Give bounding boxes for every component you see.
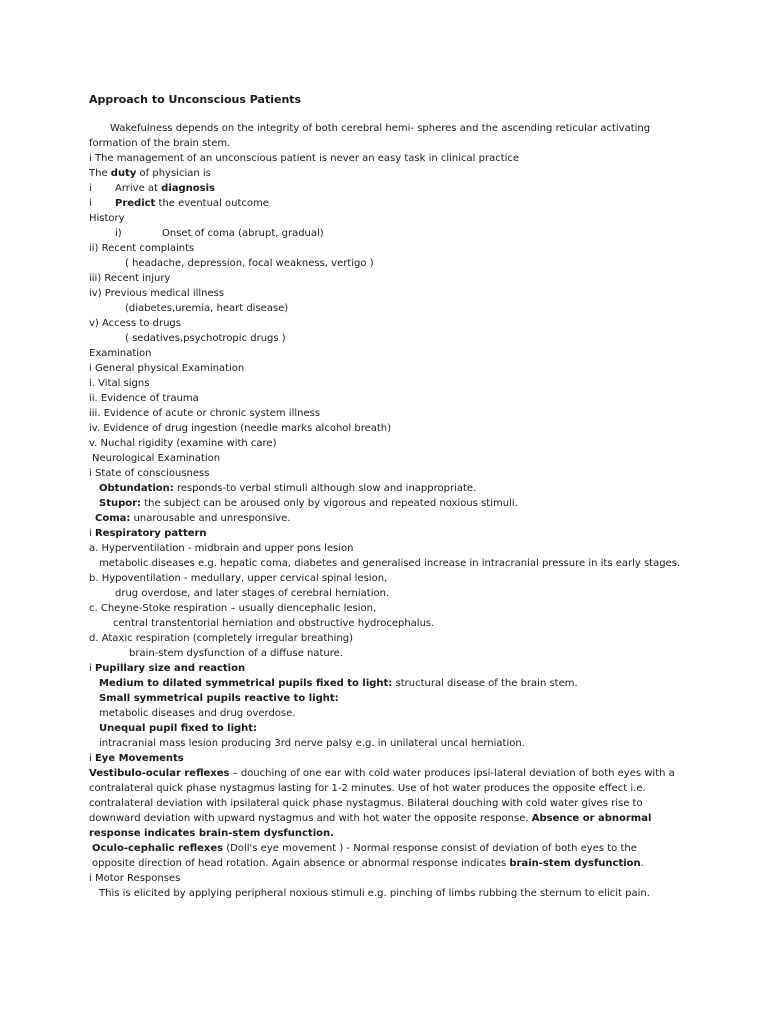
- exam-item: v. Nuchal rigidity (examine with care): [89, 438, 277, 449]
- ocr-conclusion: brain-stem dysfunction: [509, 858, 641, 869]
- duty-line: [89, 166, 683, 181]
- onset-line: [89, 226, 683, 241]
- onset-number: i): [115, 228, 122, 239]
- vestibulo-ocular-paragraph: [89, 766, 683, 841]
- ocr-end: .: [640, 858, 644, 869]
- motor-heading: Motor Responses: [94, 873, 181, 884]
- resp-detail-d: brain-stem dysfunction of a diffuse nature.: [129, 648, 343, 659]
- predict-line: [89, 196, 683, 211]
- illness-detail: (diabetes,uremia, heart disease): [125, 303, 289, 314]
- bullet-marker: i: [89, 528, 92, 539]
- neuro-exam-heading: Neurological Examination: [92, 453, 221, 464]
- management-text: The management of an unconscious patient is never an easy task in clinical practice: [94, 153, 520, 164]
- resp-detail-b: drug overdose, and later stages of cerebral herniation.: [115, 588, 390, 599]
- general-exam-text: General physical Examination: [94, 363, 245, 374]
- previous-illness: iv) Previous medical illness: [89, 288, 225, 299]
- drugs-detail: ( sedatives,psychotropic drugs ): [125, 333, 286, 344]
- intro-paragraph: Wakefulness depends on the integrity of both cerebral hemi- spheres and the ascending reticular activating formation of the brain stem.: [89, 123, 651, 149]
- obtundation-label: Obtundation:: [99, 483, 174, 494]
- unequal-pupil-text: intracranial mass lesion producing 3rd nerve palsy e.g. in unilateral uncal herniation.: [99, 738, 525, 749]
- vor-conclusion: Absence or abnormal response indicates brain-stem dysfunction.: [89, 813, 652, 839]
- complaints-detail: ( headache, depression, focal weakness, vertigo ): [125, 258, 374, 269]
- coma-text: unarousable and unresponsive.: [130, 513, 291, 524]
- ocr-text: (Doll's eye movement ) - Normal response consist of deviation of both eyes to the opposite direction of head rotation. Again absence or abnormal response indicates: [92, 843, 637, 869]
- duty-pre: The: [89, 168, 111, 179]
- oculo-cephalic-paragraph: [89, 841, 683, 871]
- vor-text: – douching of one ear with cold water produces ipsi-lateral deviation of both eyes with a contralateral quick phase nystagmus lasting for 1-2 minutes. Use of hot water produces the opposite effect i.e. contralateral deviation with ipsilateral quick phase nystagmus. Bilateral douching with cold water gives rise to downward deviation with upward nystagmus and with hot water the opposite response.: [89, 768, 675, 824]
- general-exam-line: [89, 361, 683, 376]
- stupor-line: [89, 496, 683, 511]
- unequal-pupil-label: Unequal pupil fixed to light:: [99, 723, 258, 734]
- stupor-label: Stupor:: [99, 498, 142, 509]
- bullet-marker: i: [89, 753, 92, 764]
- onset-text: Onset of coma (abrupt, gradual): [162, 228, 324, 239]
- recent-complaints: ii) Recent complaints: [89, 243, 195, 254]
- resp-detail-c: central transtentorial herniation and obstructive hydrocephalus.: [113, 618, 435, 629]
- recent-injury: iii) Recent injury: [89, 273, 171, 284]
- small-pupils-label-line: [89, 691, 683, 706]
- ocr-label: Oculo-cephalic reflexes: [92, 843, 224, 854]
- resp-item-d: d. Ataxic respiration (completely irregular breathing): [89, 633, 354, 644]
- management-line: [89, 151, 683, 166]
- resp-item-c: c. Cheyne-Stoke respiration – usually diencephalic lesion,: [89, 603, 377, 614]
- bullet-marker: i: [89, 468, 92, 479]
- bullet-marker: i: [89, 153, 92, 164]
- exam-item: iv. Evidence of drug ingestion (needle marks alcohol breath): [89, 423, 392, 434]
- vor-label: Vestibulo-ocular reflexes: [89, 768, 230, 779]
- medium-pupils-line: [89, 676, 683, 691]
- bullet-marker: i: [89, 183, 92, 194]
- motor-text: This is elicited by applying peripheral noxious stimuli e.g. pinching of limbs rubbing the sternum to elicit pain.: [99, 888, 650, 899]
- duty-bold: duty: [110, 168, 137, 179]
- arrive-bold: diagnosis: [161, 183, 215, 194]
- consciousness-text: State of consciousness: [94, 468, 210, 479]
- predict-post: the eventual outcome: [155, 198, 269, 209]
- access-to-drugs: v) Access to drugs: [89, 318, 181, 329]
- bullet-marker: i: [89, 663, 92, 674]
- document-body: [89, 92, 683, 901]
- exam-item: iii. Evidence of acute or chronic system illness: [89, 408, 321, 419]
- stupor-text: the subject can be aroused only by vigorous and repeated noxious stimuli.: [141, 498, 518, 509]
- eye-heading: Eye Movements: [94, 753, 184, 764]
- resp-item-a: a. Hyperventilation - midbrain and upper pons lesion: [89, 543, 354, 554]
- consciousness-line: [89, 466, 683, 481]
- respiratory-heading: Respiratory pattern: [94, 528, 207, 539]
- unequal-pupil-label-line: [89, 721, 683, 736]
- respiratory-heading-line: [89, 526, 683, 541]
- arrive-line: [89, 181, 683, 196]
- obtundation-text: responds-to verbal stimuli although slow and inappropriate.: [173, 483, 477, 494]
- exam-item: ii. Evidence of trauma: [89, 393, 199, 404]
- small-pupils-text: metabolic diseases and drug overdose.: [99, 708, 296, 719]
- duty-post: of physician is: [136, 168, 211, 179]
- resp-item-b: b. Hypoventilation - medullary, upper cervical spinal lesion,: [89, 573, 388, 584]
- examination-heading: Examination: [89, 348, 152, 359]
- predict-bold: Predict: [115, 198, 156, 209]
- document-title: Approach to Unconscious Patients: [89, 93, 302, 106]
- medium-pupils-label: Medium to dilated symmetrical pupils fixed to light:: [99, 678, 393, 689]
- bullet-marker: i: [89, 873, 92, 884]
- medium-pupils-text: structural disease of the brain stem.: [392, 678, 578, 689]
- bullet-marker: i: [89, 363, 92, 374]
- coma-line: [89, 511, 683, 526]
- resp-detail-a: metabolic diseases e.g. hepatic coma, diabetes and generalised increase in intracranial pressure in its early stages.: [99, 558, 681, 569]
- pupils-heading: Pupillary size and reaction: [94, 663, 246, 674]
- coma-label: Coma:: [95, 513, 131, 524]
- exam-item: i. Vital signs: [89, 378, 150, 389]
- motor-heading-line: [89, 871, 683, 886]
- eye-heading-line: [89, 751, 683, 766]
- pupils-heading-line: [89, 661, 683, 676]
- history-heading: History: [89, 213, 125, 224]
- obtundation-line: [89, 481, 683, 496]
- small-pupils-label: Small symmetrical pupils reactive to light:: [99, 693, 339, 704]
- arrive-pre: Arrive at: [115, 183, 162, 194]
- bullet-marker: i: [89, 198, 92, 209]
